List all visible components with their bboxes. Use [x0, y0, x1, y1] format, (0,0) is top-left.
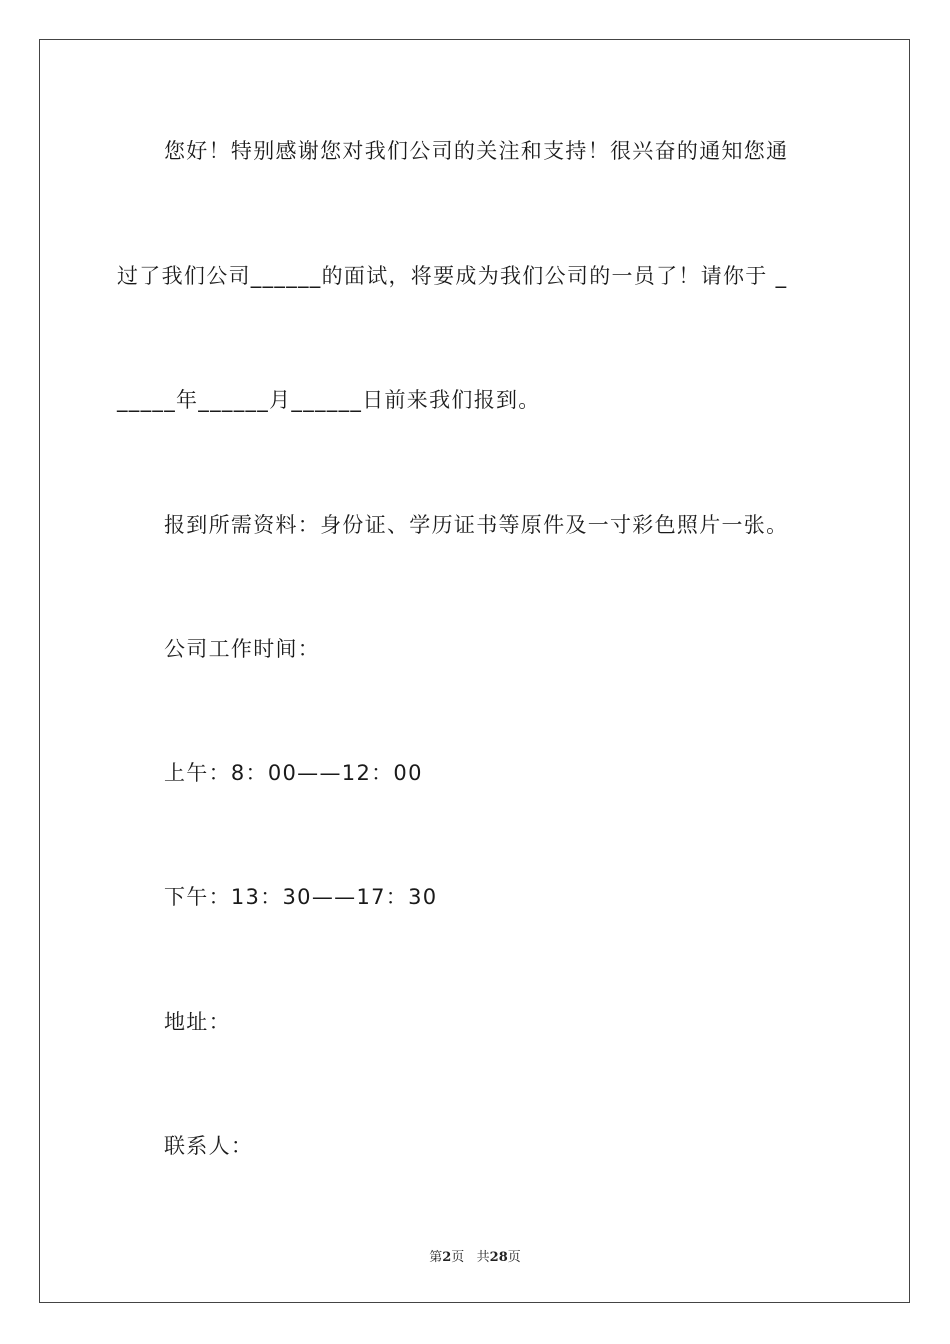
total-page-number: 28 — [489, 1250, 508, 1265]
footer-prefix: 第 — [429, 1250, 443, 1265]
interview-notice-line: 过了我们公司______的面试，将要成为我们公司的一员了！请你于 _ — [117, 264, 788, 288]
current-page-number: 2 — [442, 1250, 452, 1265]
greeting-paragraph: 您好！特别感谢您对我们公司的关注和支持！很兴奋的通知您通 — [164, 139, 789, 163]
afternoon-hours: 下午：13：30——17：30 — [164, 885, 438, 909]
report-date-line: _____年______月______日前来我们报到。 — [117, 388, 541, 412]
required-documents: 报到所需资料：身份证、学历证书等原件及一寸彩色照片一张。 — [164, 513, 789, 537]
footer-middle: 页 共 — [451, 1250, 490, 1265]
address-label: 地址： — [164, 1010, 231, 1034]
morning-hours: 上午：8：00——12：00 — [164, 761, 423, 785]
page-number-footer — [0, 1246, 950, 1265]
footer-suffix: 页 — [507, 1250, 521, 1265]
work-hours-heading: 公司工作时间： — [164, 637, 321, 661]
contact-label: 联系人： — [164, 1134, 254, 1158]
page-border — [39, 39, 910, 1303]
